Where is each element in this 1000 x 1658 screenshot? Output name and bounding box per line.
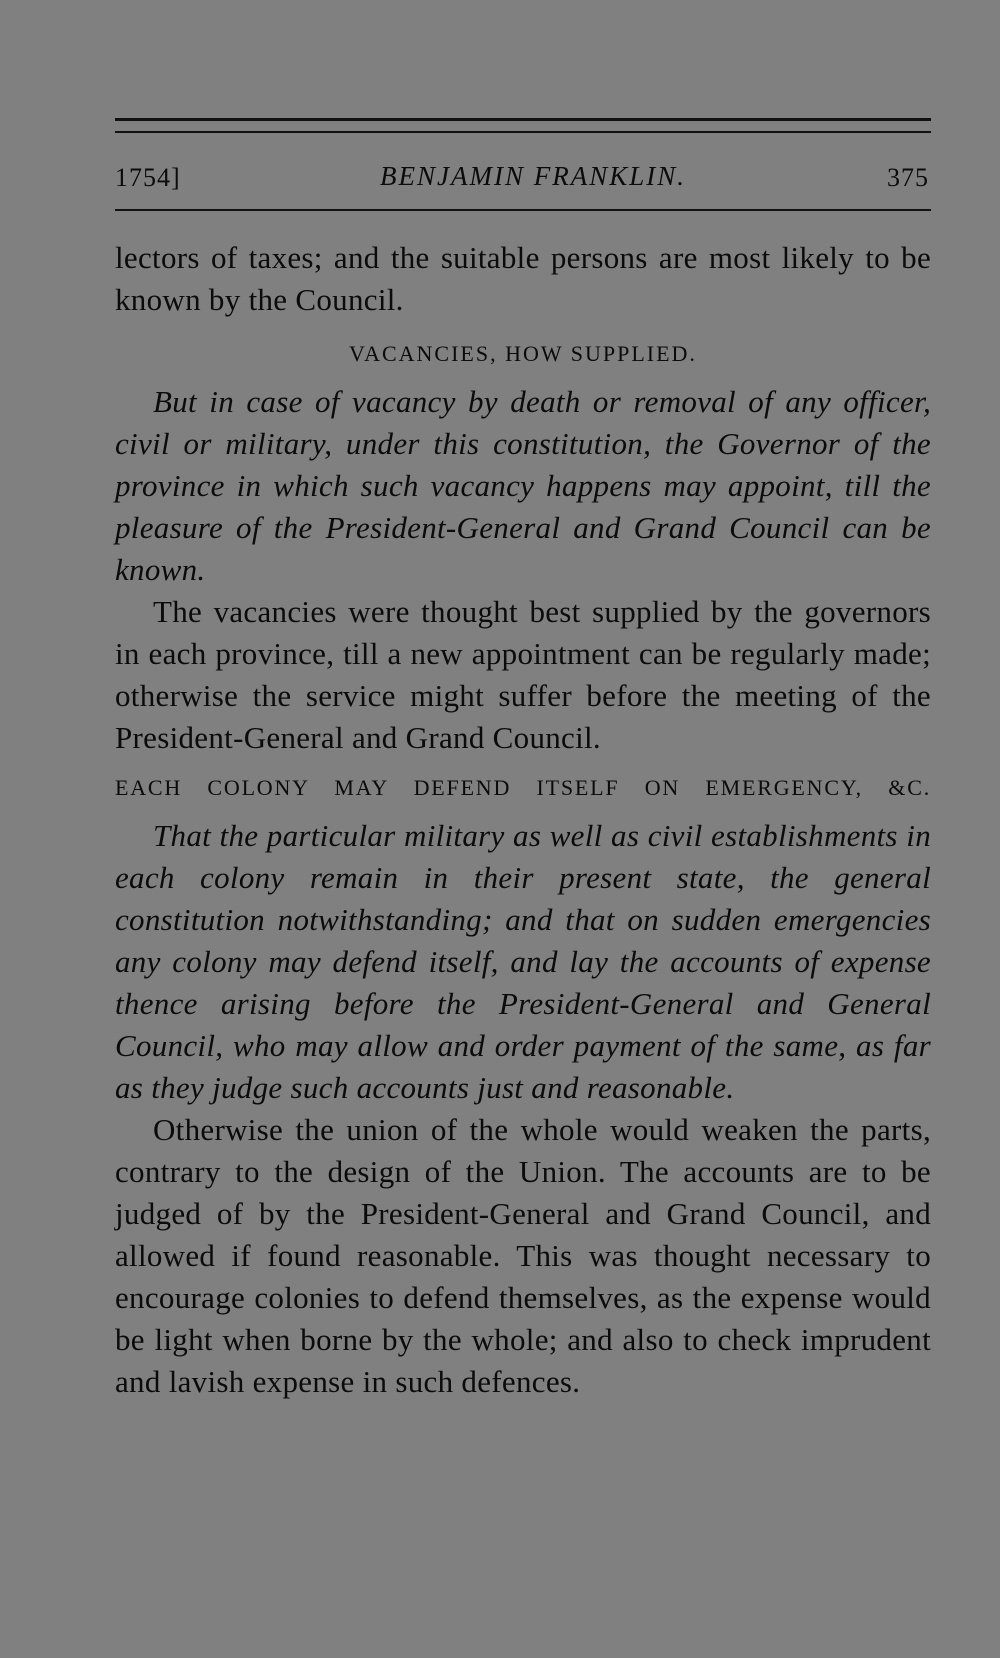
paragraph-continuation: lectors of taxes; and the suitable persons are most likely to be known by the Council. [115,240,931,317]
running-head [115,133,931,191]
section-heading-colony-defense: EACH COLONY MAY DEFEND ITSELF ON EMERGENCY, &C. [115,775,931,800]
page-number: 375 [887,163,929,192]
running-head-title: BENJAMIN FRANKLIN. [380,161,686,191]
section-heading-vacancies: VACANCIES, HOW SUPPLIED. [349,341,697,366]
book-page [115,118,931,1403]
plan-article-colony-defense: That the particular military as well as civil establishments in each colony remain in their present state, the general constitution notwithstanding; and that on sudden emergencies any colony may defend itself, and lay the accounts of expense thence arising before the President-General and General Council, who may allow and order payment of the same, as far as they judge such accounts just and reasonable. [115,818,931,1105]
commentary-vacancies: The vacancies were thought best supplied by the governors in each province, till a new appointment can be regularly made; otherwise the service might suffer before the meeting of the President-General and Grand Council. [115,594,931,755]
header-rule-bottom [115,209,931,211]
running-head-year: 1754] [115,163,181,192]
header-rule-thick [115,118,931,121]
commentary-colony-defense: Otherwise the union of the whole would weaken the parts, contrary to the design of the Union. The accounts are to be judged of by the President-General and Grand Council, and allowed if found reasonable. This was thought necessary to encourage colonies to defend themselves, as the expense would be light when borne by the whole; and also to check imprudent and lavish expense in such defences. [115,1112,931,1399]
plan-article-vacancies: But in case of vacancy by death or removal of any officer, civil or military, under this constitution, the Governor of the province in which such vacancy happens may appoint, till the pleasure of the President-General and Grand Council can be known. [115,384,931,587]
